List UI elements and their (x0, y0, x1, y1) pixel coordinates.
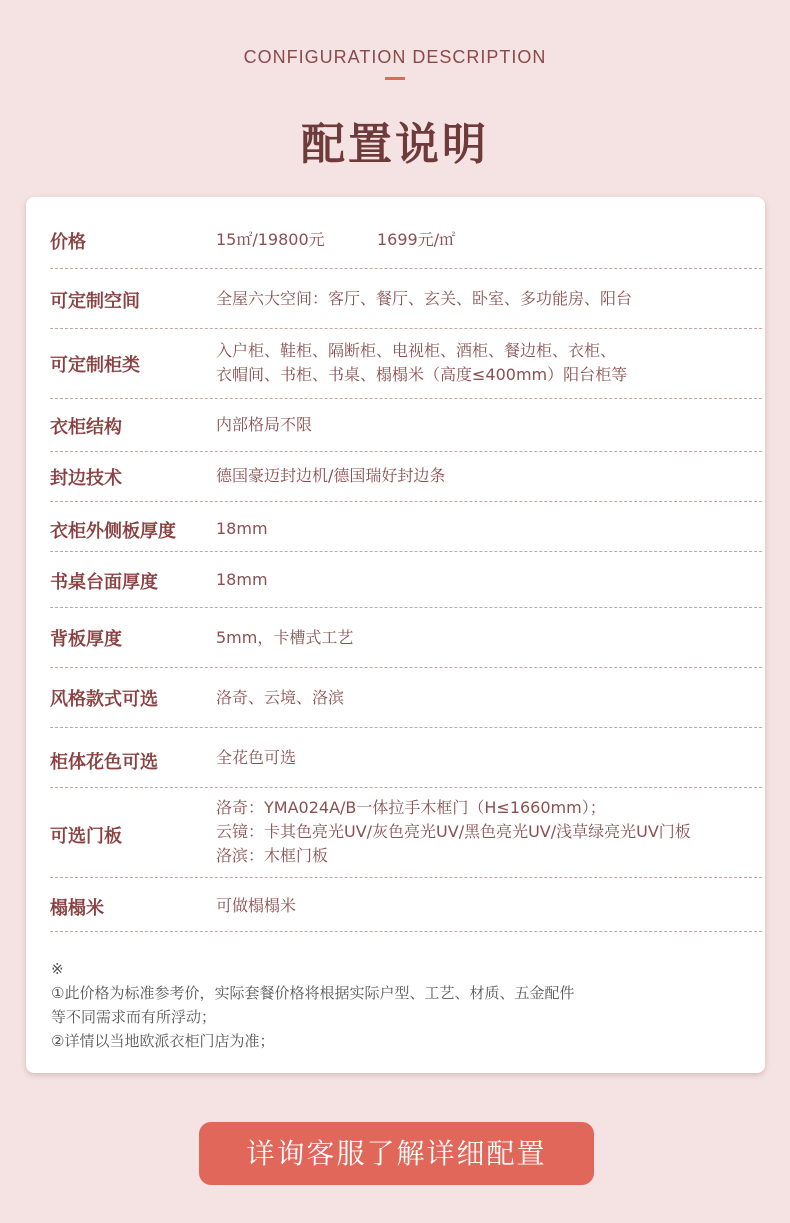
row-label: 可定制柜类 (50, 355, 140, 376)
table-row (50, 197, 762, 269)
row-value: 1699元/㎡ (377, 230, 456, 249)
row-value: 15㎡/19800元 (216, 230, 325, 249)
row-label: 衣柜结构 (50, 417, 122, 438)
footnote (51, 957, 574, 1053)
row-label: 柜体花色可选 (50, 752, 158, 773)
row-value: 衣帽间、书柜、书桌、榻榻米（高度≤400mm）阳台柜等 (216, 365, 628, 384)
row-value: 18mm (216, 570, 268, 589)
row-label: 风格款式可选 (50, 689, 158, 710)
footnote-line: ①此价格为标准参考价，实际套餐价格将根据实际户型、工艺、材质、五金配件 (51, 984, 575, 1002)
table-row (50, 608, 762, 668)
row-label: 可选门板 (50, 826, 122, 847)
row-value: 洛奇、云境、洛滨 (216, 688, 345, 707)
row-value: 可做榻榻米 (216, 896, 297, 915)
contact-service-button[interactable]: 详询客服了解详细配置 (199, 1122, 594, 1185)
row-value: 洛奇：YMA024A/B一体拉手木框门（H≤1660mm）； (216, 798, 606, 817)
row-value: 全花色可选 (216, 748, 297, 767)
row-label: 封边技术 (50, 468, 122, 489)
row-label: 可定制空间 (50, 291, 140, 312)
row-value: 德国豪迈封边机/德国瑞好封边条 (216, 466, 446, 485)
table-row (50, 452, 762, 502)
footnote-line: ②详情以当地欧派衣柜门店为准； (51, 1032, 275, 1050)
footnote-line: 等不同需求而有所浮动； (51, 1008, 217, 1026)
row-value: 云镜：卡其色亮光UV/灰色亮光UV/黑色亮光UV/浅草绿亮光UV门板 (216, 822, 691, 841)
header-subtitle: CONFIGURATION DESCRIPTION (243, 47, 547, 67)
header-divider (385, 77, 405, 80)
table-row (50, 329, 762, 399)
table-row (50, 788, 762, 878)
row-value: 18mm (216, 519, 268, 538)
row-value: 全屋六大空间：客厅、餐厅、玄关、卧室、多功能房、阳台 (216, 289, 633, 308)
page-title: 配置说明 (301, 119, 489, 170)
table-row (50, 269, 762, 329)
table-row (50, 399, 762, 452)
row-label: 榻榻米 (50, 898, 104, 919)
config-card (26, 197, 765, 1073)
row-value: 洛滨：木框门板 (216, 846, 329, 865)
table-row (50, 878, 762, 932)
table-row (50, 728, 762, 788)
row-value: 内部格局不限 (216, 415, 313, 434)
footnote-line: ※ (51, 960, 64, 978)
row-label: 价格 (50, 232, 86, 253)
row-value: 5mm，卡槽式工艺 (216, 628, 354, 647)
table-row (50, 552, 762, 608)
row-value: 入户柜、鞋柜、隔断柜、电视柜、酒柜、餐边柜、衣柜、 (216, 341, 617, 360)
row-label: 背板厚度 (50, 629, 122, 650)
row-label: 书桌台面厚度 (50, 572, 158, 593)
table-row (50, 668, 762, 728)
row-label: 衣柜外侧板厚度 (50, 521, 176, 542)
table-row (50, 502, 762, 552)
